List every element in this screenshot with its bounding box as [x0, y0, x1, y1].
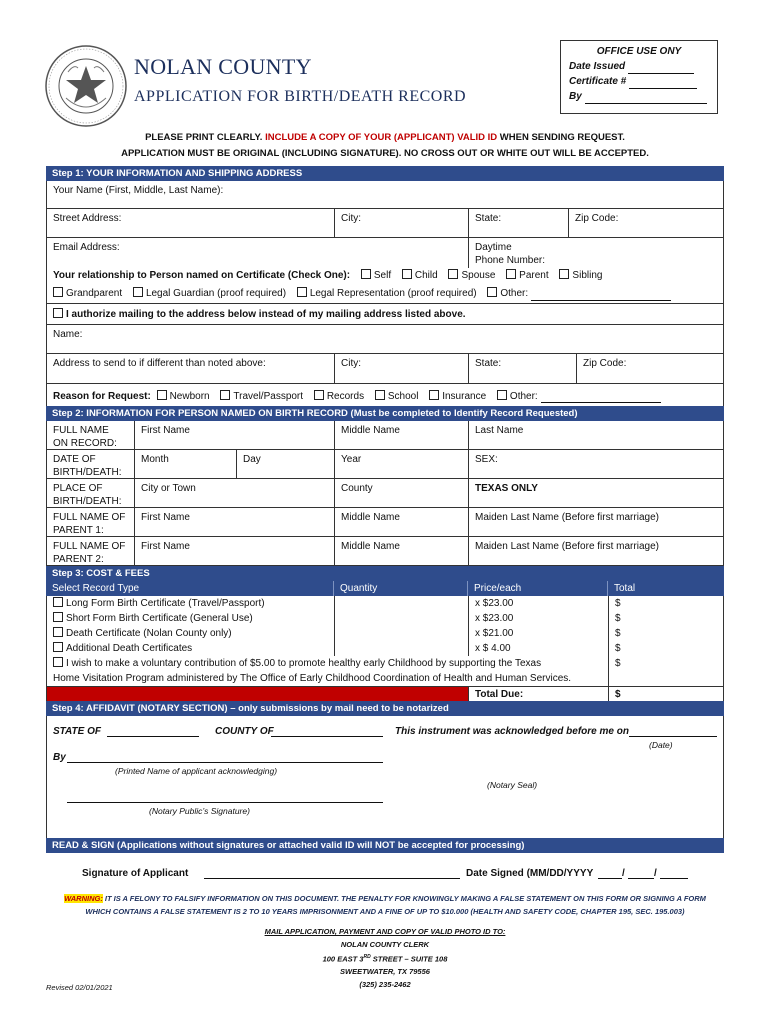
certificate-line[interactable]: [629, 79, 697, 89]
quantity-input[interactable]: [335, 611, 469, 626]
application-form: Step 1: YOUR INFORMATION AND SHIPPING ADDRESS Your Name (First, Middle, Last Name): Street Address: City: State: Zip Code: Email Address: Daytime Phone Number: Your relationship to Person named on Certificate (Check One): Self Child Spouse Parent Sibling Grandparent Legal Guardian (proof required) Legal Representation (proof required) Other: I authorize mailing to the address below instead of my mailing address listed above. Name: Address to send to if different than noted above: City: State: Zip Code: Reason for Request: Newborn Travel/Passport Records School Insurance Other: Step 2: INFORMATION FOR PERSON NAMED ON BIRTH RECORD (Must be completed to Identify Record Requested) FULL NAME ON RECORD: First Name Middle Name Last Name DATE OF BIRTH/DEATH: Month Day Year SEX: PLACE OF BIRTH/DEATH: City or Town County TEXAS ONLY FULL NAME OF PARENT 1: First Name Middle Name Maiden Last Name (Before first marriage) FULL NAME OF PARENT 2: First Name Middle Name Maiden Last Name (Before first marriage) Step 3: COST & FEES Select Record Type Quantity Price/each Total Long Form Birth Certificate (Travel/Passport) x $23.00 $ Short Form Birth Certificate (General Use) x $23.00 $ Death Certificate (Nolan County only) x $21.00 $ Additional Death Certificates x $ 4.00 $ I wish to make a voluntary contribution of $5.00 to promote healthy early Childhood by supporting the Texas Home Visitation Program administered by The Office of Early Childhood Coordination of Health and Human Services. $ Total Due: $ Step 4: AFFIDAVIT (NOTARY SECTION) – only submissions by mail need to be notarized STATE OF COUNTY OF This instrument was acknowledged before me on (Date) By (Printed Name of applicant acknowledging) (Notary Seal) (Notary Public’s Signature) READ & SIGN (Applications without signatures or attached valid ID will NOT be accepted for processing): [46, 166, 724, 853]
checkbox-parent[interactable]: [506, 269, 516, 279]
your-name-field[interactable]: Your Name (First, Middle, Last Name):: [53, 185, 224, 196]
middle-name-field[interactable]: Middle Name: [335, 421, 469, 449]
alt-city-field[interactable]: City:: [335, 354, 469, 383]
parent2-maiden-field[interactable]: Maiden Last Name (Before first marriage): [475, 541, 659, 552]
date-year-line[interactable]: [660, 868, 688, 879]
checkbox-additional-death[interactable]: [53, 642, 63, 652]
checkbox-legal-guardian[interactable]: [133, 287, 143, 297]
date-day-line[interactable]: [628, 868, 654, 879]
alt-zip-field[interactable]: Zip Code:: [583, 358, 627, 369]
cost-row: Additional Death Certificates x $ 4.00 $: [46, 641, 724, 656]
date-issued-label: Date Issued: [569, 61, 626, 72]
parent1-first-field[interactable]: First Name: [135, 508, 335, 536]
parent1-middle-field[interactable]: Middle Name: [335, 508, 469, 536]
certificate-label: Certificate #: [569, 76, 627, 87]
contribution-row: I wish to make a voluntary contribution of $5.00 to promote healthy early Childhood by supporting the Texas Home Visitation Program administered by The Office of Early Childhood Coordination of Health and Human Services. $: [46, 656, 724, 686]
date-issued-line[interactable]: [628, 64, 694, 74]
cost-row: Long Form Birth Certificate (Travel/Passport) x $23.00 $: [46, 596, 724, 611]
county-field[interactable]: County: [335, 479, 469, 507]
checkbox-sibling[interactable]: [559, 269, 569, 279]
by-line[interactable]: [585, 94, 707, 104]
date-caption: (Date): [649, 740, 673, 750]
revised-date: Revised 02/01/2021: [46, 983, 113, 992]
checkbox-long-form-birth[interactable]: [53, 597, 63, 607]
checkbox-school[interactable]: [375, 390, 385, 400]
mail-recipient: NOLAN COUNTY CLERK: [340, 939, 430, 949]
year-field[interactable]: Year: [335, 450, 469, 478]
by-affidavit-label: By: [53, 752, 66, 763]
alt-name-field[interactable]: Name:: [53, 329, 83, 340]
checkbox-newborn[interactable]: [157, 390, 167, 400]
mail-title: MAIL APPLICATION, PAYMENT AND COPY OF VALID PHOTO ID TO:: [264, 927, 506, 936]
checkbox-grandparent[interactable]: [53, 287, 63, 297]
place-of-label: PLACE OF BIRTH/DEATH:: [47, 479, 135, 507]
step2-header: Step 2: INFORMATION FOR PERSON NAMED ON BIRTH RECORD (Must be completed to Identify Record Requested): [46, 406, 724, 421]
warning-label: WARNING:: [64, 894, 103, 903]
notary-signature-line[interactable]: [67, 802, 383, 803]
office-use-title: OFFICE USE ONY: [596, 46, 682, 57]
alt-address-field[interactable]: Address to send to if different than noted above:: [47, 354, 335, 383]
date-month-line[interactable]: [598, 868, 622, 879]
by-label: By: [569, 91, 582, 102]
city-town-field[interactable]: City or Town: [135, 479, 335, 507]
parent2-label: FULL NAME OF PARENT 2:: [47, 537, 135, 565]
phone-field[interactable]: Daytime Phone Number:: [475, 242, 546, 266]
authorize-mailing-label: I authorize mailing to the address below instead of my mailing address listed above.: [66, 309, 466, 320]
office-use-box: [560, 40, 718, 114]
parent2-middle-field[interactable]: Middle Name: [335, 537, 469, 565]
county-of-line[interactable]: [271, 736, 383, 737]
total-due-row: [46, 686, 724, 701]
checkbox-child[interactable]: [402, 269, 412, 279]
checkbox-contribution[interactable]: [53, 657, 63, 667]
signature-label: Signature of Applicant: [82, 868, 189, 879]
step4-header: Step 4: AFFIDAVIT (NOTARY SECTION) – only submissions by mail need to be notarized: [46, 701, 724, 716]
col-quantity: Quantity: [334, 581, 468, 596]
star-icon: [66, 66, 106, 103]
total-due-value[interactable]: $: [615, 689, 621, 700]
quantity-input[interactable]: [335, 596, 469, 611]
checkbox-travel-passport[interactable]: [220, 390, 230, 400]
total-due-label: Total Due:: [469, 687, 609, 701]
parent2-first-field[interactable]: First Name: [135, 537, 335, 565]
step1-header: Step 1: YOUR INFORMATION AND SHIPPING ADDRESS: [46, 166, 724, 181]
checkbox-insurance[interactable]: [429, 390, 439, 400]
signature-line[interactable]: [204, 868, 460, 879]
parent1-label: FULL NAME OF PARENT 1:: [47, 508, 135, 536]
printed-name-line[interactable]: [67, 762, 383, 763]
checkbox-legal-representation[interactable]: [297, 287, 307, 297]
other-reason-line[interactable]: [541, 392, 661, 403]
texas-only-label: TEXAS ONLY: [475, 483, 538, 494]
instructions: PLEASE PRINT CLEARLY. INCLUDE A COPY OF YOUR (APPLICANT) VALID ID WHEN SENDING REQUEST. APPLICATION MUST BE ORIGINAL (INCLUDING SIGNATURE). NO CROSS OUT OR WHITE OUT WILL BE ACCEPTED.: [121, 132, 649, 159]
read-sign-header: READ & SIGN (Applications without signatures or attached valid ID will NOT be accepted for processing): [46, 838, 724, 853]
notary-seal-caption: (Notary Seal): [487, 780, 538, 790]
checkbox-self[interactable]: [361, 269, 371, 279]
city-field[interactable]: City:: [335, 209, 469, 237]
col-record-type: Select Record Type: [46, 581, 334, 596]
step3-header: Step 3: COST & FEES: [46, 566, 724, 581]
application-title: APPLICATION FOR BIRTH/DEATH RECORD: [134, 88, 467, 105]
sex-field[interactable]: SEX:: [475, 454, 498, 465]
mail-street: 100 EAST 3RD STREET – SUITE 108: [322, 954, 448, 964]
date-of-label: DATE OF BIRTH/DEATH:: [47, 450, 135, 478]
cost-row: Death Certificate (Nolan County only) x $21.00 $: [46, 626, 724, 641]
reason-label: Reason for Request:: [53, 391, 151, 402]
total-due-red-bar: [47, 687, 469, 701]
col-price: Price/each: [468, 581, 608, 596]
email-field[interactable]: Email Address:: [47, 238, 469, 268]
relationship-label: Your relationship to Person named on Certificate (Check One):: [53, 270, 351, 281]
col-total: Total: [614, 583, 636, 594]
mail-phone: (325) 235-2462: [359, 979, 411, 989]
warning-notice: WARNING: IT IS A FELONY TO FALSIFY INFORMATION ON THIS DOCUMENT. THE PENALTY FOR KNOWINGLY MAKING A FALSE STATEMENT ON THIS FORM OR SIGNING A FORM WHICH CONTAINS A FALSE STATEMENT IS 2 TO 10 YEARS IMPRISONMENT AND A FINE OF UP TO $10.000 (HEALTH AND SAFETY CODE, CHAPTER 195, SEC. 195.003): [64, 894, 706, 916]
date-signed-label: Date Signed (MM/DD/YYYY: [466, 868, 594, 879]
other-relationship-line[interactable]: [531, 290, 671, 301]
street-address-field[interactable]: Street Address:: [47, 209, 335, 237]
last-name-field[interactable]: Last Name: [475, 425, 524, 436]
mail-city: SWEETWATER, TX 79556: [340, 967, 430, 976]
acknowledged-label: This instrument was acknowledged before me on: [395, 726, 629, 737]
state-field[interactable]: State:: [469, 209, 569, 237]
full-name-label: FULL NAME ON RECORD:: [47, 421, 135, 449]
month-field[interactable]: Month: [135, 450, 237, 478]
county-title: NOLAN COUNTY: [134, 54, 312, 79]
quantity-input[interactable]: [335, 641, 469, 656]
county-seal: [44, 44, 128, 128]
affidavit-section: [46, 716, 724, 838]
state-of-label: STATE OF: [53, 726, 101, 737]
acknowledged-date-line[interactable]: [629, 736, 717, 737]
notary-signature-caption: (Notary Public’s Signature): [149, 806, 250, 816]
first-name-field[interactable]: First Name: [135, 421, 335, 449]
checkbox-authorize-mailing[interactable]: [53, 308, 63, 318]
zip-field[interactable]: Zip Code:: [575, 213, 619, 224]
mailing-instructions: [0, 926, 770, 991]
cost-table-header: [46, 581, 724, 596]
day-field[interactable]: Day: [237, 450, 335, 478]
checkbox-records[interactable]: [314, 390, 324, 400]
quantity-input[interactable]: [335, 626, 469, 641]
checkbox-other[interactable]: [487, 287, 497, 297]
checkbox-death-certificate[interactable]: [53, 627, 63, 637]
state-of-line[interactable]: [107, 736, 199, 737]
alt-state-field[interactable]: State:: [469, 354, 577, 383]
printed-name-caption: (Printed Name of applicant acknowledging): [115, 766, 278, 776]
county-of-label: COUNTY OF: [215, 726, 274, 737]
cost-row: Short Form Birth Certificate (General Use) x $23.00 $: [46, 611, 724, 626]
checkbox-reason-other[interactable]: [497, 390, 507, 400]
checkbox-short-form-birth[interactable]: [53, 612, 63, 622]
checkbox-spouse[interactable]: [448, 269, 458, 279]
parent1-maiden-field[interactable]: Maiden Last Name (Before first marriage): [475, 512, 659, 523]
